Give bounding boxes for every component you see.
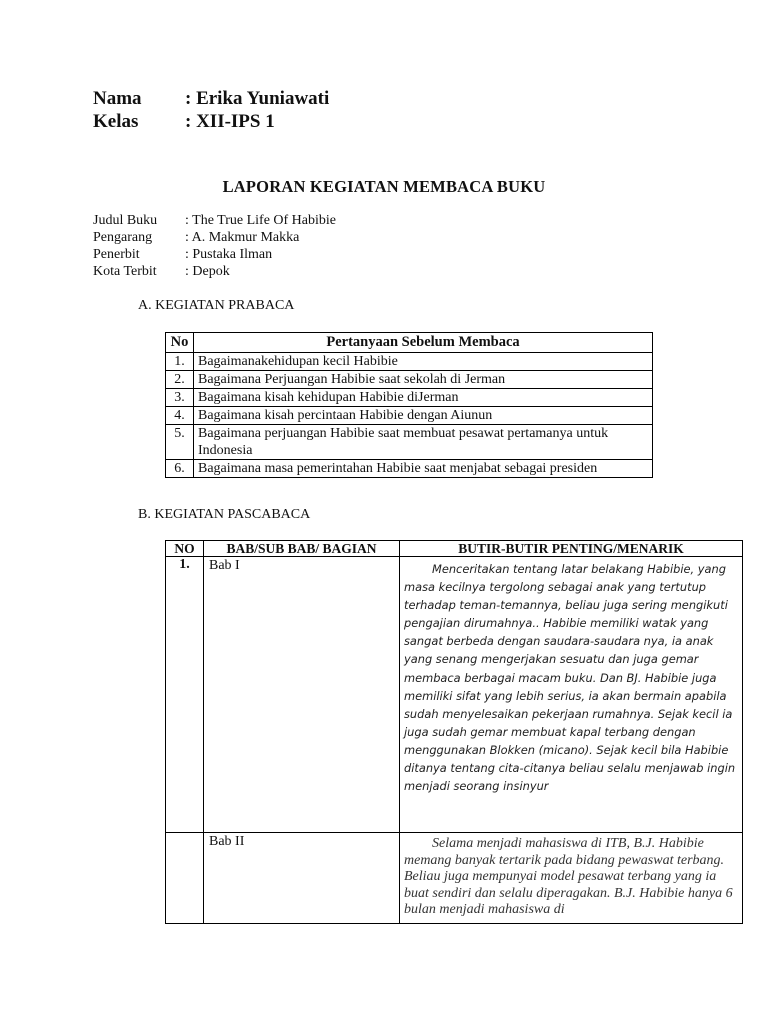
key-points-text: Selama menjadi mahasiswa di ITB, B.J. Habibie memang banyak tertarik pada bidang pewaswat terbang. Beliau juga mempunyai model pesawat terbang yang ia buat sendiri dan selalu diperagakan. B.J. Habibie hanya 6 bulan menjadi mahasiswa di	[404, 836, 733, 917]
row-number: 5.	[166, 425, 194, 460]
question-text: Bagaimana masa pemerintahan Habibie saat menjabat sebagai presiden	[194, 460, 653, 478]
table-row	[166, 407, 653, 425]
book-info-label: Judul Buku	[93, 213, 158, 228]
name-value: : Erika Yuniawati	[185, 88, 330, 109]
book-info-value: : A. Makmur Makka	[185, 230, 300, 245]
book-info-row	[93, 246, 336, 263]
question-text: Bagaimana Perjuangan Habibie saat sekolah di Jerman	[194, 371, 653, 389]
question-text: Bagaimana perjuangan Habibie saat membuat pesawat pertamanya untuk Indonesia	[194, 425, 653, 460]
row-number: 1.	[166, 353, 194, 371]
book-info-value: : The True Life Of Habibie	[185, 213, 336, 228]
row-number: 3.	[166, 389, 194, 407]
chapter-name: Bab II	[204, 833, 400, 924]
table-row	[166, 353, 653, 371]
row-number	[166, 833, 204, 924]
table-row	[166, 557, 743, 833]
section-a-heading: A. KEGIATAN PRABACA	[138, 298, 295, 313]
row-number: 1.	[166, 557, 204, 833]
question-text: Bagaimana kisah kehidupan Habibie diJerman	[194, 389, 653, 407]
row-number: 6.	[166, 460, 194, 478]
key-points-cell	[400, 833, 743, 924]
question-text: Bagaimanakehidupan kecil Habibie	[194, 353, 653, 371]
row-number: 4.	[166, 407, 194, 425]
book-info-label: Kota Terbit	[93, 264, 157, 279]
book-info-value: : Depok	[185, 264, 230, 279]
book-info-value: : Pustaka Ilman	[185, 247, 273, 262]
book-info-label: Penerbit	[93, 247, 140, 262]
book-info-row	[93, 229, 336, 246]
student-name-row	[93, 88, 329, 110]
class-value: : XII-IPS 1	[185, 111, 275, 132]
row-number: 2.	[166, 371, 194, 389]
class-label: Kelas	[93, 111, 139, 132]
book-info-label: Pengarang	[93, 230, 153, 245]
column-header-no: NO	[166, 541, 204, 557]
question-text: Bagaimana kisah percintaan Habibie dengan Aiunun	[194, 407, 653, 425]
book-info-row	[93, 212, 336, 229]
table-row	[166, 425, 653, 460]
column-header-question: Pertanyaan Sebelum Membaca	[194, 333, 653, 353]
column-header-no: No	[166, 333, 194, 353]
student-class-row	[93, 111, 275, 133]
table-row	[166, 371, 653, 389]
table-header-row	[166, 541, 743, 557]
key-points-cell	[400, 557, 743, 833]
document-title: LAPORAN KEGIATAN MEMBACA BUKU	[222, 177, 546, 196]
key-points-text: Menceritakan tentang latar belakang Habibie, yang masa kecilnya tergolong sebagai anak yang tertutup terhadap teman-temannya, beliau juga sering mengikuti pengajian dirumahnya.. Habibie memiliki watak yang sangat berbeda dengan saudara-saudara nya, ia anak yang senang mengerjakan sesuatu dan juga gemar membaca berbagai macam buku. Dan BJ. Habibie juga memiliki sifat yang lebih serius, ia akan bermain apabila sudah menyelesaikan pekerjaan rumahnya. Sejak kecil ia juga sudah gemar membuat kapal terbang dengan menggunakan Blokken (micano). Sejak kecil bila Habibie ditanya tentang cita-citanya beliau selalu menjawab ingin menjadi seorang insinyur	[404, 562, 736, 794]
table-header-row	[166, 333, 653, 353]
table-row	[166, 389, 653, 407]
book-info	[93, 212, 336, 280]
column-header-chapter: BAB/SUB BAB/ BAGIAN	[204, 541, 400, 557]
section-b-heading: B. KEGIATAN PASCABACA	[138, 507, 311, 522]
prabaca-table	[165, 332, 653, 478]
table-row	[166, 833, 743, 924]
name-label: Nama	[93, 88, 142, 109]
column-header-key-points: BUTIR-BUTIR PENTING/MENARIK	[400, 541, 743, 557]
book-info-row	[93, 263, 336, 280]
pascabaca-table	[165, 540, 743, 924]
table-row	[166, 460, 653, 478]
chapter-name: Bab I	[204, 557, 400, 833]
